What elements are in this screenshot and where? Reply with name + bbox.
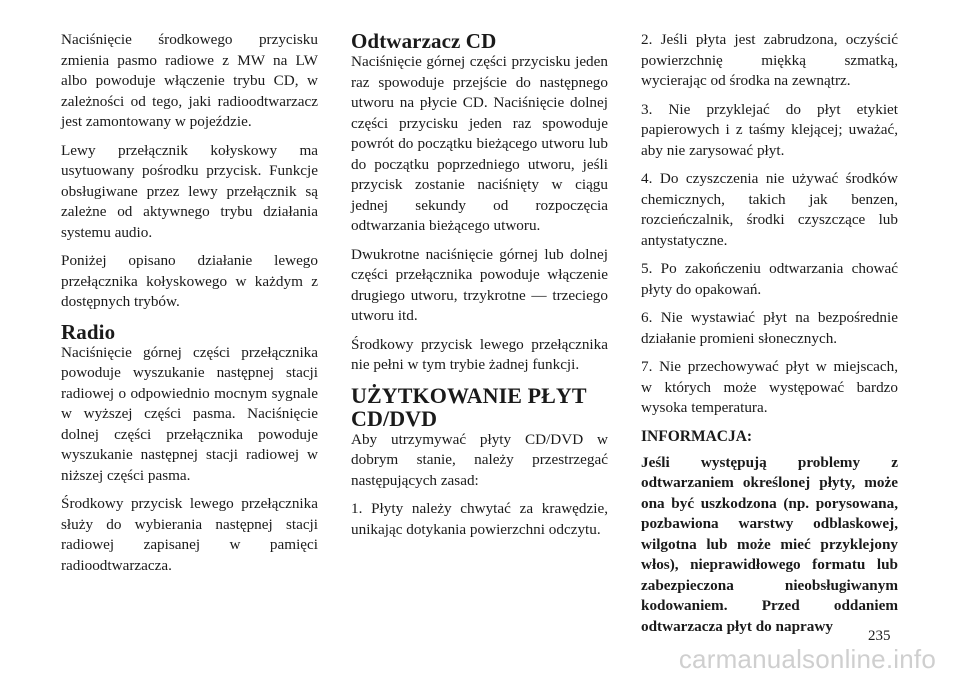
paragraph-left-rocker: Lewy przełącznik kołyskowy ma usytuowany pośrodku przycisk. Funkcje obsługiwane przez lewy przełącznik są zależne od aktywnego trybu działania systemu audio. — [61, 141, 318, 241]
watermark: carmanualsonline.info — [678, 644, 936, 674]
heading-information: INFORMACJA: — [641, 427, 753, 445]
paragraph-modes-intro: Poniżej opisano działanie lewego przełącznika kołyskowego w każdym z dostępnych trybów. — [61, 252, 318, 310]
page-number: 235 — [868, 628, 891, 644]
heading-radio: Radio — [61, 319, 116, 344]
heading-disc-usage: UŻYTKOWANIE PŁYT CD/DVD — [351, 382, 587, 431]
paragraph-center-button: Naciśnięcie środkowego przycisku zmienia pasmo radiowe z MW na LW albo powoduje włączenie trybu CD, w zależności od tego, jaki radioodtwarzacz jest zamontowany w pojeździe. — [61, 31, 318, 130]
paragraph-cd-center-button: Środkowy przycisk lewego przełącznika nie pełni w tym trybie żadnej funkcji. — [351, 335, 608, 373]
paragraph-cd-track-skip: Naciśnięcie górnej części przycisku jeden raz spowoduje przejście do następnego utworu na płycie CD. Naciśnięcie dolnej części przycisku jeden raz spowoduje powrót do początku bieżącego utworu lub do początku poprzedniego utworu, jeśli przycisk zostanie naciśnięty w ciągu jednej sekundy od rozpoczęcia odtwarzania bieżącego utworu. — [351, 53, 608, 234]
column-right — [641, 30, 898, 645]
list-item-disc-care-3: 3. Nie przyklejać do płyt etykiet papierowych i z taśmy klejącej; uważać, aby nie zarysować płyt. — [641, 100, 898, 159]
paragraph-cd-multi-press: Dwukrotne naciśnięcie górnej lub dolnej części przełącznika powoduje włączenie drugiego utworu, trzykrotne — trzeciego utworu itd. — [351, 245, 608, 324]
paragraph-information-note: Jeśli występują problemy z odtwarzaniem określonej płyty, może ona być uszkodzona (np. porysowana, pozbawiona warstwy odblaskowej, wilgotna lub może mieć przyklejony włos), nieprawidłowego formatu lub zabezpieczona nieobsługiwanym kodowaniem. Przed oddaniem odtwarzacza płyt do naprawy — [641, 453, 898, 635]
list-item-disc-care-6: 6. Nie wystawiać płyt na bezpośrednie działanie promieni słonecznych. — [641, 309, 898, 347]
paragraph-disc-care-intro: Aby utrzymywać płyty CD/DVD w dobrym stanie, należy przestrzegać następujących zasad: — [351, 430, 608, 489]
column-middle — [351, 30, 608, 548]
list-item-disc-care-2: 2. Jeśli płyta jest zabrudzona, oczyścić powierzchnię miękką szmatką, wycierając od środka na zewnątrz. — [641, 31, 898, 89]
list-item-disc-care-5: 5. Po zakończeniu odtwarzania chować płyty do opakowań. — [641, 260, 898, 298]
paragraph-radio-preset: Środkowy przycisk lewego przełącznika służy do wybierania następnej stacji radiowej zapisanej w pamięci radioodtwarzacza. — [61, 495, 318, 574]
heading-cd-player: Odtwarzacz CD — [351, 29, 497, 53]
list-item-disc-care-7: 7. Nie przechowywać płyt w miejscach, w których może występować bardzo wysoka temperatura. — [641, 358, 898, 416]
paragraph-radio-seek: Naciśnięcie górnej części przełącznika powoduje wyszukanie następnej stacji radiowej o odpowiednio mocnym sygnale w wyższej części pasma. Naciśnięcie dolnej części przełącznika powoduje wyszukanie następnej stacji radiowej w niższej części pasma. — [61, 343, 318, 484]
list-item-disc-care-1: 1. Płyty należy chwytać za krawędzie, unikając dotykania powierzchni odczytu. — [351, 500, 608, 538]
list-item-disc-care-4: 4. Do czyszczenia nie używać środków chemicznych, takich jak benzen, rozcieńczalnik, środki czyszczące lub antystatyczne. — [641, 170, 898, 249]
column-left — [61, 30, 318, 584]
